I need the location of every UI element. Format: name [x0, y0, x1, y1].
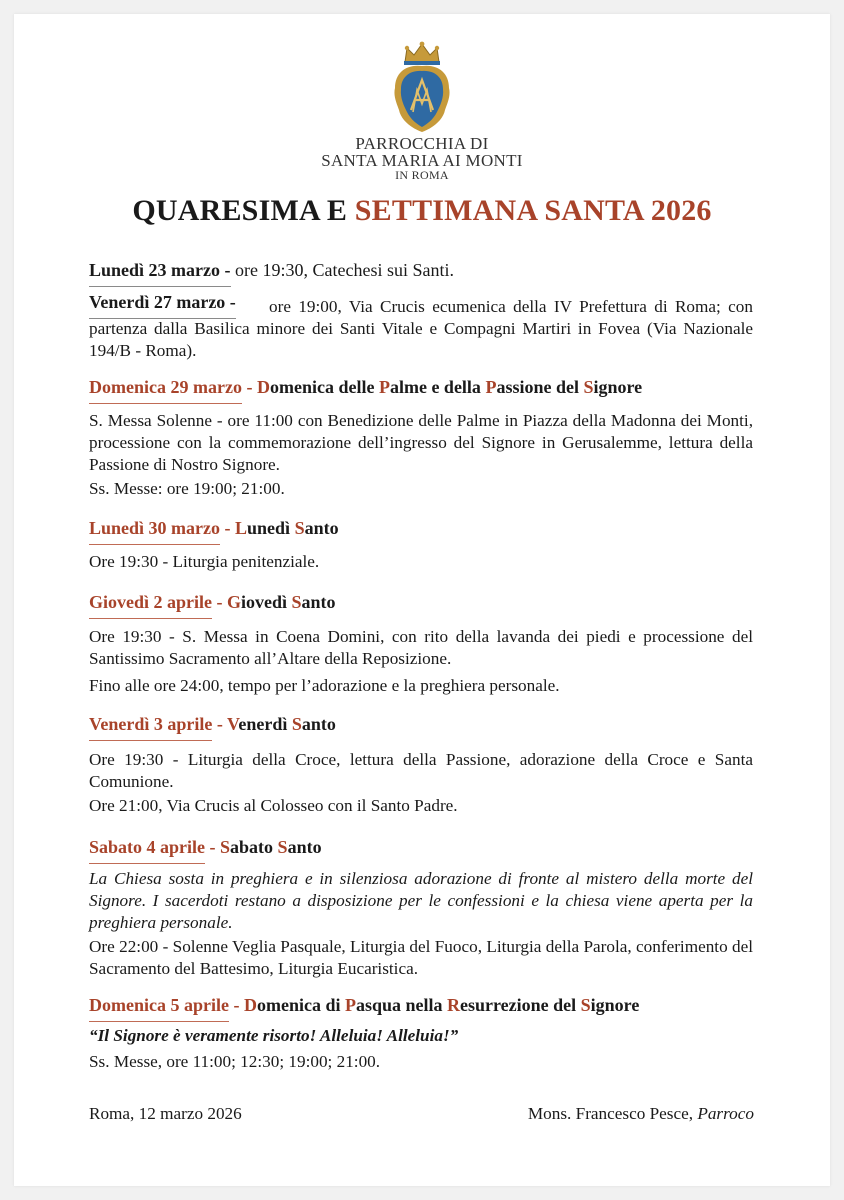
event-thu2-extra: Fino alle ore 24:00, tempo per l’adorazione e la preghiera personale. — [89, 676, 560, 695]
parish-crest-icon — [387, 40, 457, 136]
event-mon30-desc: Ore 19:30 - Liturgia penitenziale. — [89, 552, 320, 571]
event-text: ore 19:30, Catechesi sui Santi. — [230, 260, 454, 280]
page-title: QUARESIMA E SETTIMANA SANTA 2026 — [132, 194, 712, 227]
parish-name-line2: SANTA MARIA AI MONTI — [321, 151, 523, 170]
event-fri27-text: ore 19:00, Via Crucis ecumenica della IV Prefettura di Roma; con partenza dalla Basilica minore dei Santi Vitale e Compagni Martiri in Fovea (Via Nazionale 194/B - Roma). — [89, 297, 753, 360]
event-fri3-desc: Ore 19:30 - Liturgia della Croce, lettura della Passione, adorazione della Croce e Santa Comunione. — [89, 750, 753, 791]
event-sun29-desc: S. Messa Solenne - ore 11:00 con Benedizione delle Palme in Piazza della Madonna dei Monti, processione con la commemorazione dell’ingresso del Signore in Gerusalemme, lettura della Passione di Nostro Signore. — [89, 411, 753, 474]
event-fri27-date: Venerdì 27 marzo - — [89, 292, 236, 319]
event-sun29-masses: Ss. Messe: ore 19:00; 21:00. — [89, 479, 285, 498]
event-fri3-header: Venerdì 3 aprile - Venerdì Santo — [89, 714, 336, 741]
footer-place-date: Roma, 12 marzo 2026 — [89, 1104, 242, 1123]
event-date: Lunedì 23 marzo - — [89, 260, 231, 287]
event-sun5-quote: “Il Signore è veramente risorto! Alleluia! Alleluia!” — [89, 1026, 459, 1045]
event-fri3-extra: Ore 21:00, Via Crucis al Colosseo con il Santo Padre. — [89, 796, 458, 815]
event-sun5-masses: Ss. Messe, ore 11:00; 12:30; 19:00; 21:00. — [89, 1052, 381, 1071]
parish-name-line1: PARROCCHIA DI — [355, 134, 489, 153]
event-mon30-header: Lunedì 30 marzo - Lunedì Santo — [89, 518, 339, 545]
event-mon23 — [89, 260, 454, 287]
event-thu2-header: Giovedì 2 aprile - Giovedì Santo — [89, 592, 336, 619]
event-sat4-italic: La Chiesa sosta in preghiera e in silenziosa adorazione di fronte al mistero della morte del Signore. I sacerdoti restano a disposizione per le confessioni e la chiesa viene aperta per la preghiera personale. — [89, 869, 753, 932]
event-sun29-header: Domenica 29 marzo - Domenica delle Palme e della Passione del Signore — [89, 377, 642, 404]
parish-name-line3: IN ROMA — [395, 168, 449, 182]
event-sat4-desc: Ore 22:00 - Solenne Veglia Pasquale, Liturgia del Fuoco, Liturgia della Parola, conferimento del Sacramento del Battesimo, Liturgia Eucaristica. — [89, 937, 753, 978]
event-thu2-desc: Ore 19:30 - S. Messa in Coena Domini, con rito della lavanda dei piedi e processione del Santissimo Sacramento all’Altare della Reposizione. — [89, 627, 753, 668]
footer-signature: Mons. Francesco Pesce, Parroco — [527, 1104, 754, 1123]
event-sat4-header: Sabato 4 aprile - Sabato Santo — [89, 837, 322, 864]
event-sun5-header: Domenica 5 aprile - Domenica di Pasqua nella Resurrezione del Signore — [89, 995, 639, 1022]
